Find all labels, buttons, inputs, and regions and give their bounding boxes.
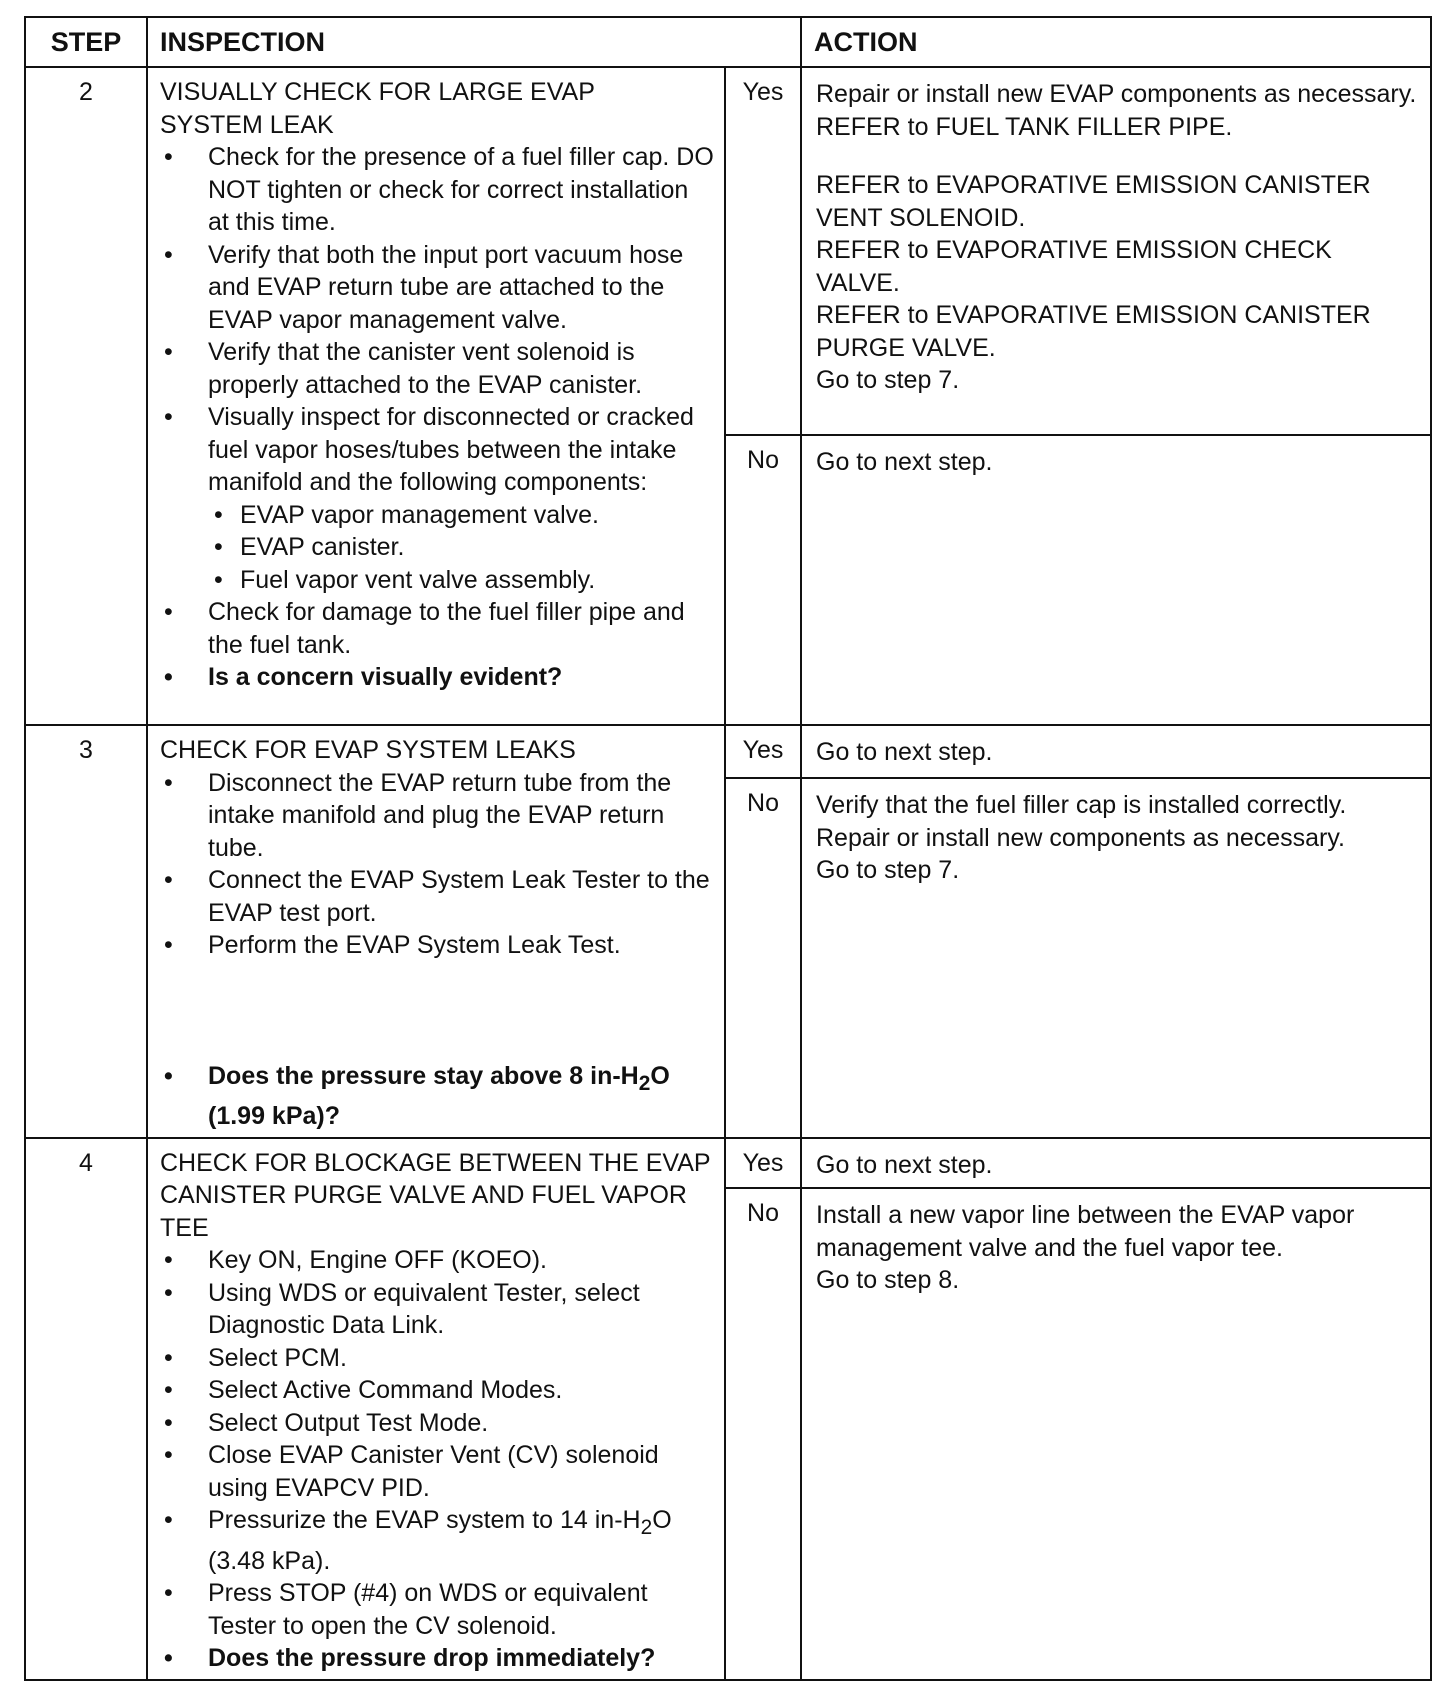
list-item: • Check for the presence of a fuel filler cap. DO NOT tighten or check for correct installation at this time. xyxy=(160,141,714,239)
step-3-title: CHECK FOR EVAP SYSTEM LEAKS xyxy=(160,736,576,764)
step-2-no-action: Go to next step. xyxy=(801,435,1431,725)
step-4-no-label: No xyxy=(725,1188,801,1679)
step-3-number: 3 xyxy=(25,725,147,1138)
step-2-title: VISUALLY CHECK FOR LARGE EVAP SYSTEM LEAK xyxy=(160,78,595,139)
step-2-number: 2 xyxy=(25,67,147,725)
list-item: • Using WDS or equivalent Tester, select Diagnostic Data Link. xyxy=(160,1277,714,1342)
step-2-yes-row xyxy=(25,67,1431,435)
list-item: • Press STOP (#4) on WDS or equivalent Tester to open the CV solenoid. xyxy=(160,1577,714,1642)
inspection-header: INSPECTION xyxy=(147,17,801,67)
list-item: • Disconnect the EVAP return tube from the intake manifold and plug the EVAP return tube. xyxy=(160,767,714,865)
list-item: • Check for damage to the fuel filler pipe and the fuel tank. xyxy=(160,596,714,661)
list-item: • Verify that both the input port vacuum hose and EVAP return tube are attached to the EVAP vapor management valve. xyxy=(160,239,714,337)
list-item: • Pressurize the EVAP system to 14 $in-H_2O$ (3.48 kPa). xyxy=(160,1504,714,1577)
step-2-no-label: No xyxy=(725,435,801,725)
list-item: • Select Active Command Modes. xyxy=(160,1374,714,1407)
sub-list-item: • EVAP vapor management valve. xyxy=(208,499,714,532)
step-4-number: 4 xyxy=(25,1138,147,1680)
step-2-yes-label: Yes xyxy=(725,67,801,435)
header-row xyxy=(25,17,1431,67)
list-item: • Verify that the canister vent solenoid is properly attached to the EVAP canister. xyxy=(160,336,714,401)
step-3-yes-row xyxy=(25,725,1431,778)
step-4-yes-action: Go to next step. xyxy=(801,1138,1431,1189)
step-2-sub-bullets xyxy=(208,499,714,597)
step-4-inspection xyxy=(147,1138,725,1680)
sub-list-item: • EVAP canister. xyxy=(208,531,714,564)
step-3-question: • Does the pressure stay above 8 $in-H_2O$ (1.99 kPa)? xyxy=(160,1060,714,1133)
step-2-inspection xyxy=(147,67,725,725)
sub-list-item: • Fuel vapor vent valve assembly. xyxy=(208,564,714,597)
list-item: • Select PCM. xyxy=(160,1342,714,1375)
step-4-no-action: Install a new vapor line between the EVAP vapor management valve and the fuel vapor tee. Go to step 8. xyxy=(801,1188,1431,1679)
step-4-yes-row xyxy=(25,1138,1431,1189)
step-3-no-action: Verify that the fuel filler cap is installed correctly. Repair or install new components as necessary. Go to step 7. xyxy=(801,778,1431,1137)
step-4-title: CHECK FOR BLOCKAGE BETWEEN THE EVAP CANISTER PURGE VALVE AND FUEL VAPOR TEE xyxy=(160,1148,711,1242)
step-4-question: • Does the pressure drop immediately? xyxy=(160,1642,714,1675)
step-2-yes-action: Repair or install new EVAP components as necessary. REFER to FUEL TANK FILLER PIPE. REFER to EVAPORATIVE EMISSION CANISTER VENT SOLENOID. REFER to EVAPORATIVE EMISSION CHECK VALVE. REFER to EVAPORATIVE EMISSION CANISTER PURGE VALVE. Go to step 7. xyxy=(801,67,1431,435)
step-3-inspection xyxy=(147,725,725,1138)
diagnostic-table xyxy=(24,16,1432,1681)
step-4-bullets xyxy=(160,1244,714,1675)
step-3-bullets xyxy=(160,767,714,962)
step-2-bullets xyxy=(160,141,714,694)
step-2-question: • Is a concern visually evident? xyxy=(160,661,714,694)
list-item: • Visually inspect for disconnected or cracked fuel vapor hoses/tubes between the intake manifold and the following components: • EVAP vapor management valve. • EVAP canister. • Fuel vapor vent valve assembly. xyxy=(160,401,714,596)
step-header: STEP xyxy=(25,17,147,67)
step-3-no-label: No xyxy=(725,778,801,1137)
step-3-yes-label: Yes xyxy=(725,725,801,778)
list-item: • Close EVAP Canister Vent (CV) solenoid using EVAPCV PID. xyxy=(160,1439,714,1504)
list-item: • Select Output Test Mode. xyxy=(160,1407,714,1440)
step-4-yes-label: Yes xyxy=(725,1138,801,1189)
action-header: ACTION xyxy=(801,17,1431,67)
list-item: • Perform the EVAP System Leak Test. xyxy=(160,929,714,962)
step-3-yes-action: Go to next step. xyxy=(801,725,1431,778)
list-item: • Connect the EVAP System Leak Tester to the EVAP test port. xyxy=(160,864,714,929)
list-item: • Key ON, Engine OFF (KOEO). xyxy=(160,1244,714,1277)
